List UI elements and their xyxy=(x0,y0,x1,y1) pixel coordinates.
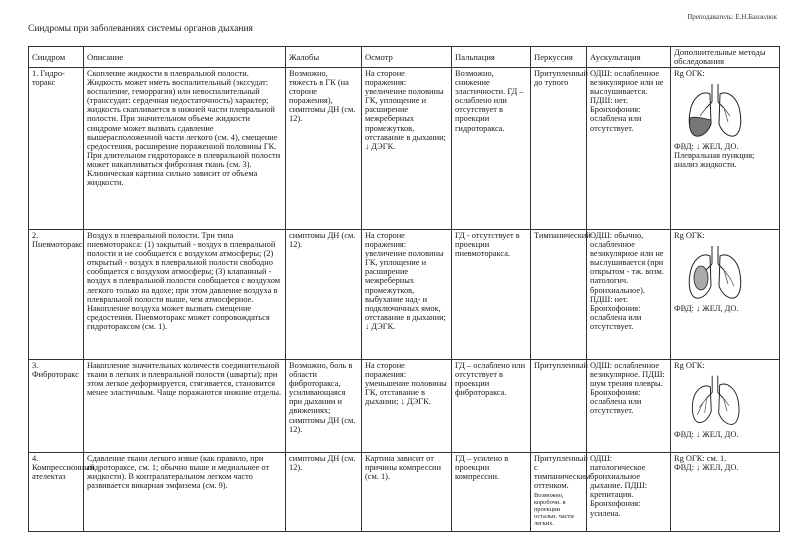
percussion-text: Притупленный с тимпаническим оттенком. xyxy=(534,454,591,491)
cell-extra-methods xyxy=(671,360,780,453)
cell-complaints: симптомы ДН (см. 12). xyxy=(286,230,362,360)
cell-auscultation: ОДШ: патологическое бронхиальное дыхание. ПДШ: крепитация. Бронхофония: усилена. xyxy=(587,453,671,532)
col-header-auscultation: Аускультация xyxy=(587,47,671,68)
cell-palpation: ГД – ослаблено или отсутствует в проекции фиброторакса. xyxy=(452,360,531,453)
cell-syndrome: 2. Пневмоторакс xyxy=(29,230,84,360)
cell-description: Скопление жидкости в плевральной полости. Жидкость может иметь воспалительный (экссудат: воспаление, геморрагия) или невоспалительный (транссудат: сердечная недостаточность) характер; жидкость скапливается в нижней части плевральной полости. При значительном объеме жидкости синдроме может вызвать сдавление вышерасположенной части легкого (см. 4), смещение средостения, расширение пораженной половины ГК. При длительном гидротораксе в плевральной полости может накапливаться фиброзная ткань (см. 3). Клиническая картина сильно зависит от объема жидкости. xyxy=(84,68,286,230)
cell-description: Накопление значительных количеств соединительной ткани в легких и плевральной полости (шварты); при этом легкое деформируется, стягивается, становится менее эластичным. Чаще поражаются нижние отделы. xyxy=(84,360,286,453)
cell-auscultation: ОДШ: ослабленное везикулярное или не выслушивается. ПДШ: нет. Бронхофония: ослаблена или отсутствует. xyxy=(587,68,671,230)
extra-methods-text: ФВД: ↓ ЖЕЛ, ДО. xyxy=(674,304,739,314)
cell-inspection: Картина зависит от причины компрессии (см. 1). xyxy=(362,453,452,532)
cell-extra-methods xyxy=(671,230,780,360)
extra-methods-text: ФВД: ↓ ЖЕЛ, ДО. Плевральная пункция; анализ жидкости. xyxy=(674,142,755,170)
cell-percussion xyxy=(531,453,591,532)
cell-description: Воздух в плевральной полости. Три типа пневмоторакса: (1) закрытый - воздух в плевральной полости и не сообщается с воздухом атмосферы; (2) открытый - воздух в плевральной полости свободно сообщается с воздухом атмосферы; (3) клапанный - воздух в плевральной полости сообщается с воздухом легкого только на вдохе; при этом давление воздуха в плевральной полости выше, чем атмосферное. Накопление воздуха может вызвать смещение средостения. Пневмоторакс может сопровождаться гидротораксом (см. 1). xyxy=(84,230,286,360)
extra-methods-text: ФВД: ↓ ЖЕЛ, ДО. xyxy=(674,463,739,473)
table-row xyxy=(29,230,780,360)
header-row xyxy=(29,47,780,68)
col-header-syndrome: Синдром xyxy=(29,47,84,68)
col-header-percussion: Перкуссия xyxy=(531,47,587,68)
cell-extra-methods xyxy=(671,453,780,532)
xray-label: Rg ОГК: xyxy=(674,69,705,78)
cell-percussion: Тимпанический xyxy=(531,230,587,360)
teacher-name: Преподаватель: Е.Н.Банзелюк xyxy=(687,13,777,21)
cell-syndrome: 1. Гидро-торакс xyxy=(29,68,84,230)
xray-label: Rg ОГК: xyxy=(674,231,705,240)
syndromes-table xyxy=(28,46,780,532)
cell-auscultation: ОДШ: обычно, ослабленное везикулярное или не выслушивается (при открытом - тж. возм. патологич. бронхиальное). ПДШ: нет. Бронхофония: ослаблена или отсутствует. xyxy=(587,230,671,360)
cell-syndrome: 4. Компрессионный ателектаз xyxy=(29,453,84,532)
table-row xyxy=(29,68,780,230)
lung-pneumothorax-icon xyxy=(684,242,746,302)
col-header-palpation: Пальпация xyxy=(452,47,531,68)
xray-label: Rg ОГК: см. 1. xyxy=(674,454,727,463)
cell-inspection: На стороне поражения: увеличение половины ГК, уплощение и расширение межреберных промежутков, выбухание над- и подключичных ямок, отставание в дыхании; ↓ ДЭГК. xyxy=(362,230,452,360)
xray-label: Rg ОГК: xyxy=(674,361,705,370)
cell-complaints: Возможно, тяжесть в ГК (на стороне поражения), симптомы ДН (см. 12). xyxy=(286,68,362,230)
cell-palpation: ГД - отсутствует в проекции пневмоторакса. xyxy=(452,230,531,360)
cell-syndrome: 3. Фиброторакс xyxy=(29,360,84,453)
cell-auscultation: ОДШ: ослабленное везикулярное. ПДШ: шум трения плевры. Бронхофония: ослаблена или отсутствует. xyxy=(587,360,671,453)
percussion-note: Возможно, коробочн. в проекции остальн. части легких. xyxy=(534,492,574,528)
col-header-description: Описание xyxy=(84,47,286,68)
cell-description: Сдавление ткани легкого извне (как правило, при гидротораксе, см. 1; обычно выше и медиальнее от жидкости). В контралатеральном легком часто развивается викарная эмфизема (см. 9). xyxy=(84,453,286,532)
col-header-inspection: Осмотр xyxy=(362,47,452,68)
lung-fibrothorax-icon xyxy=(684,372,746,428)
lung-hydrothorax-icon xyxy=(684,80,746,140)
cell-inspection: На стороне поражения: увеличение половины ГК, уплощение и расширение межреберных промежутков, отставание в дыхании; ↓ ДЭГК. xyxy=(362,68,452,230)
cell-palpation: ГД – усилено в проекции компрессии. xyxy=(452,453,531,532)
extra-methods-text: ФВД: ↓ ЖЕЛ, ДО. xyxy=(674,430,739,440)
cell-complaints: симптомы ДН (см. 12). xyxy=(286,453,362,532)
col-header-complaints: Жалобы xyxy=(286,47,362,68)
table-row xyxy=(29,453,780,532)
cell-percussion: Притупленный до тупого xyxy=(531,68,587,230)
document-title: Синдромы при заболеваниях системы органов дыхания xyxy=(28,24,253,34)
cell-palpation: Возможно, снижение эластичности. ГД – ослаблено или отсутствует в проекции гидроторакса. xyxy=(452,68,531,230)
cell-inspection: На стороне поражения: уменьшение половины ГК, отставание в дыхании; ↓ ДЭГК. xyxy=(362,360,452,453)
table-row xyxy=(29,360,780,453)
cell-extra-methods xyxy=(671,68,780,230)
cell-complaints: Возможно, боль в области фиброторакса, усиливающаяся при дыхании и движениях; симптомы ДН (см. 12). xyxy=(286,360,362,453)
cell-percussion: Притупленный xyxy=(531,360,587,453)
col-header-extra-methods: Дополнительные методы обследования xyxy=(671,47,780,68)
